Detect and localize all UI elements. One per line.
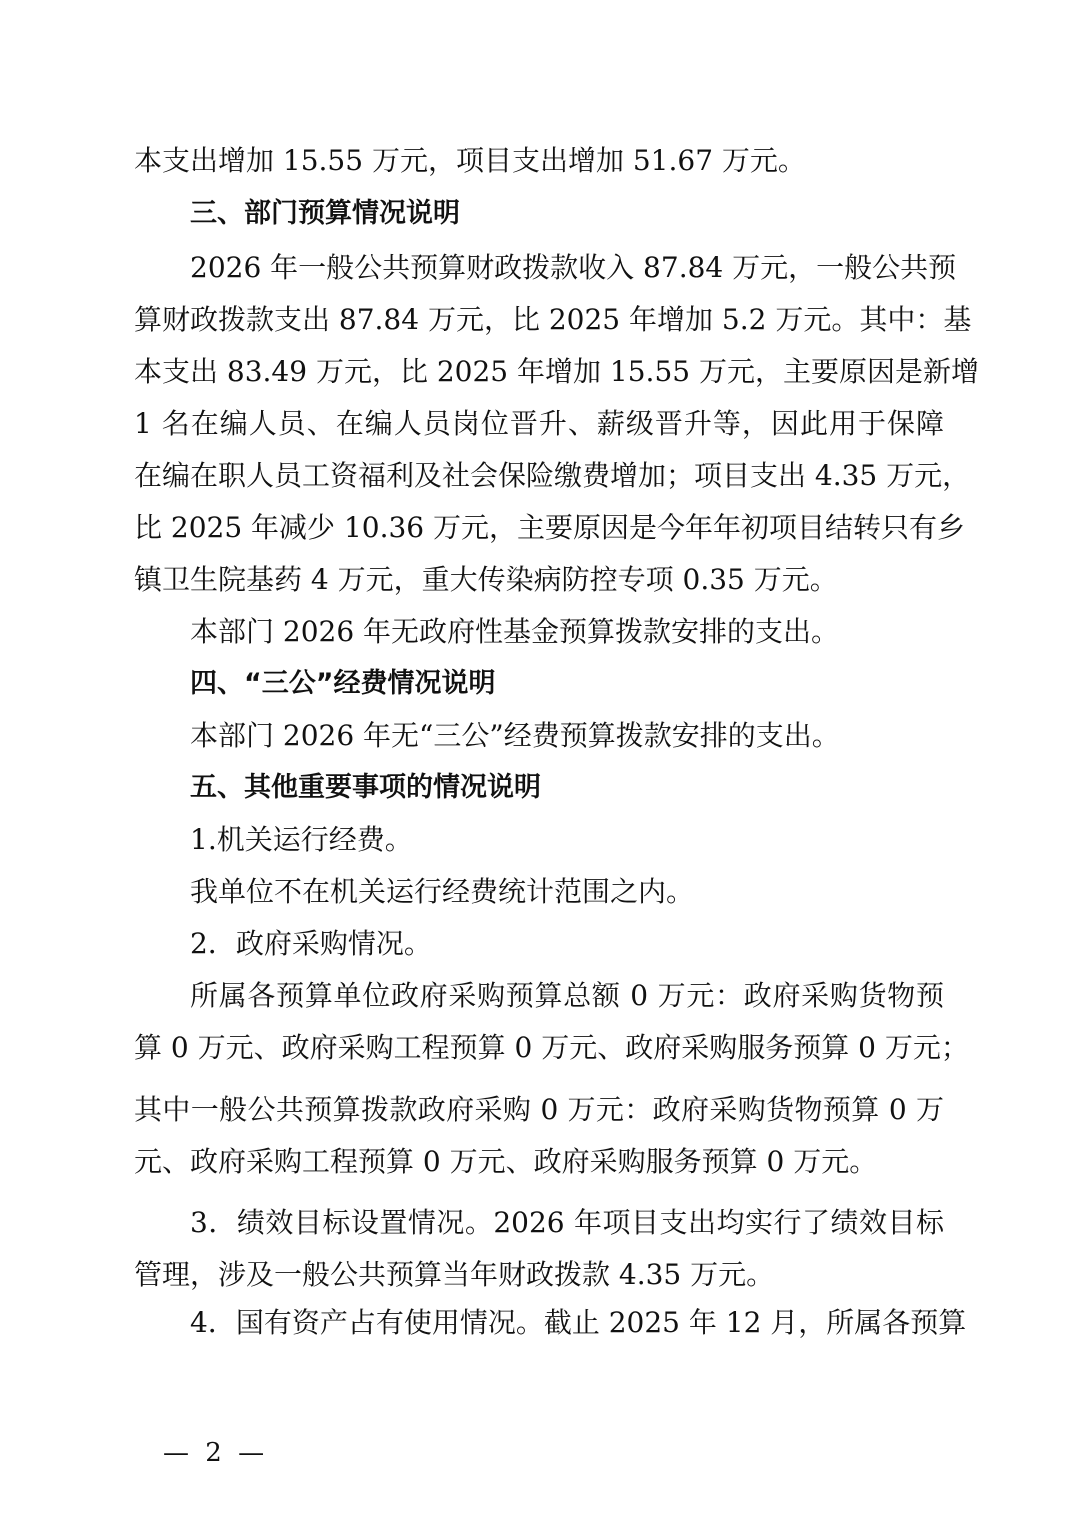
text-line-22: 管理，涉及一般公共预算当年财政拨款 4.35 万元。 — [134, 1258, 775, 1291]
section-heading-5: 五、其他重要事项的情况说明 — [190, 772, 541, 803]
text-line-23: 4．国有资产占有使用情况。截止 2025 年 12 月，所属各预算 — [190, 1306, 967, 1339]
text-line-16: 2．政府采购情况。 — [190, 927, 432, 960]
text-line-19: 其中一般公共预算拨款政府采购 0 万元：政府采购货物预算 0 万 — [134, 1093, 944, 1126]
text-line-20: 元、政府采购工程预算 0 万元、政府采购服务预算 0 万元。 — [134, 1145, 878, 1178]
text-line-6: 1 名在编人员、在编人员岗位晋升、薪级晋升等，因此用于保障 — [134, 407, 944, 440]
text-line-8: 比 2025 年减少 10.36 万元，主要原因是今年年初项目结转只有乡 — [134, 511, 966, 544]
text-line-21: 3．绩效目标设置情况。2026 年项目支出均实行了绩效目标 — [190, 1206, 944, 1239]
text-line-3: 2026 年一般公共预算财政拨款收入 87.84 万元，一般公共预 — [190, 251, 957, 284]
text-line-12: 本部门 2026 年无“三公”经费预算拨款安排的支出。 — [190, 719, 840, 752]
text-line-10: 本部门 2026 年无政府性基金预算拨款安排的支出。 — [190, 615, 840, 648]
page-number: — 2 — — [163, 1438, 269, 1468]
text-line-14: 1.机关运行经费。 — [190, 823, 413, 856]
text-line-7: 在编在职人员工资福利及社会保险缴费增加；项目支出 4.35 万元， — [134, 459, 971, 492]
section-heading-4: 四、“三公”经费情况说明 — [190, 668, 496, 699]
text-line-17: 所属各预算单位政府采购预算总额 0 万元：政府采购货物预 — [190, 979, 944, 1012]
text-line-18: 算 0 万元、政府采购工程预算 0 万元、政府采购服务预算 0 万元； — [134, 1031, 969, 1064]
text-line-15: 我单位不在机关运行经费统计范围之内。 — [190, 875, 695, 908]
text-line-1: 本支出增加 15.55 万元，项目支出增加 51.67 万元。 — [134, 144, 806, 177]
text-line-5: 本支出 83.49 万元，比 2025 年增加 15.55 万元，主要原因是新增 — [134, 355, 979, 388]
text-line-4: 算财政拨款支出 87.84 万元，比 2025 年增加 5.2 万元。其中：基 — [134, 303, 972, 336]
text-line-9: 镇卫生院基药 4 万元，重大传染病防控专项 0.35 万元。 — [134, 563, 838, 596]
section-heading-3: 三、部门预算情况说明 — [190, 198, 460, 229]
